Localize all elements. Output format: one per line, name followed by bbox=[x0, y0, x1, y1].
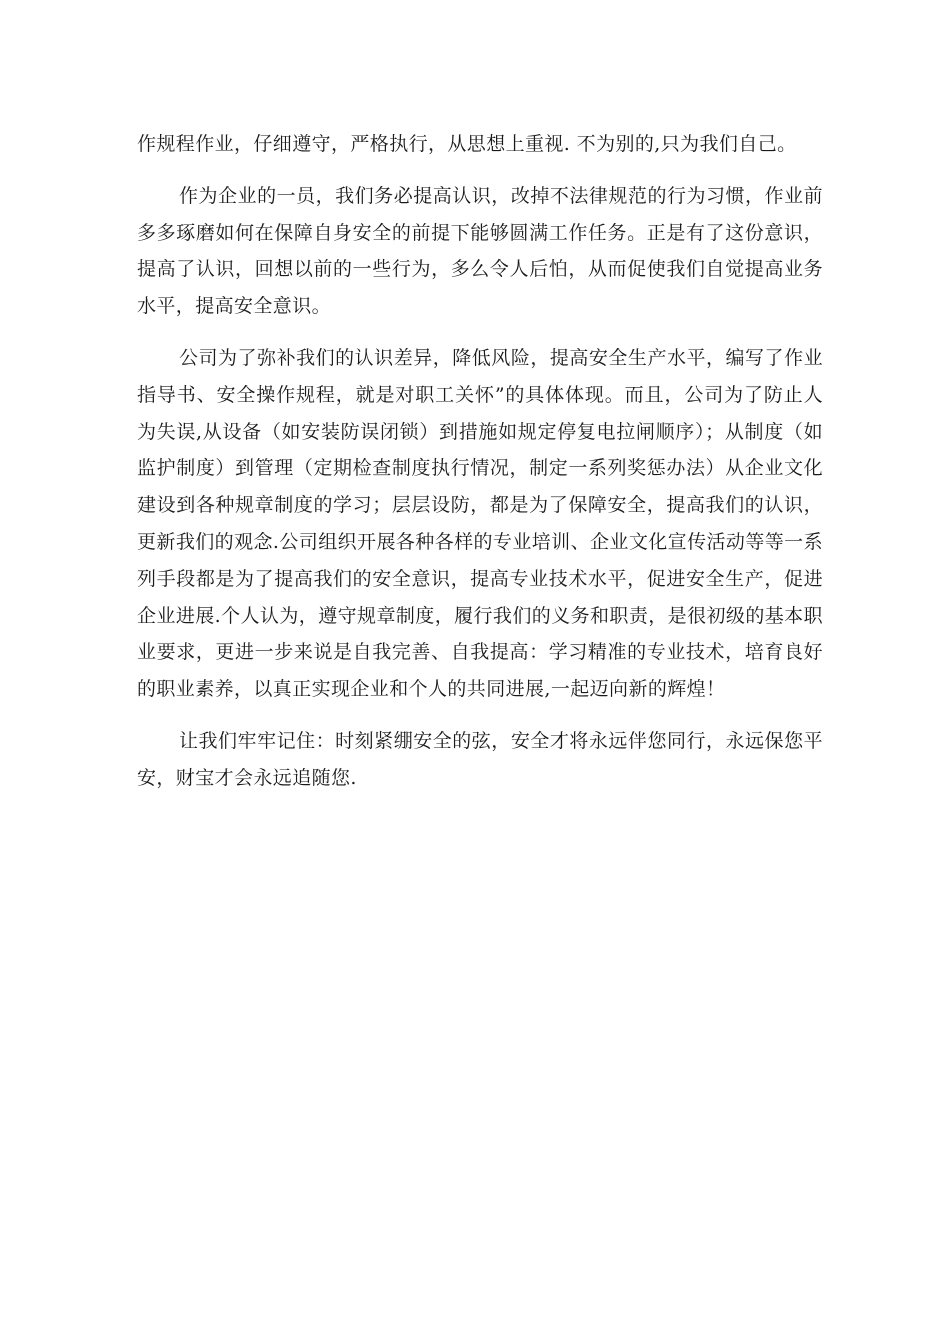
paragraph-line: 业要求，更进一步来说是自我完善、自我提高：学习精准的专业技术，培育良好 bbox=[137, 641, 823, 664]
paragraph-line: 安，财宝才会永远追随您. bbox=[137, 766, 357, 789]
paragraph-line: 作规程作业，仔细遵守，严格执行，从思想上重视. 不为别的,只为我们自己。 bbox=[137, 133, 797, 155]
paragraph-line: 多多琢磨如何在保障自身安全的前提下能够圆满工作任务。正是有了这份意识， bbox=[137, 221, 823, 244]
paragraph-line: 列手段都是为了提高我们的安全意识，提高专业技术水平，促进安全生产，促进 bbox=[137, 567, 823, 590]
paragraph-line: 水平，提高安全意识。 bbox=[137, 295, 332, 318]
document-body bbox=[137, 126, 823, 797]
paragraph-line: 更新我们的观念.公司组织开展各种各样的专业培训、企业文化宣传活动等等一系 bbox=[137, 530, 823, 553]
paragraph-line: 建设到各种规章制度的学习；层层设防，都是为了保障安全，提高我们的认识， bbox=[137, 494, 823, 517]
paragraph-1 bbox=[137, 126, 823, 163]
paragraph-3 bbox=[137, 340, 823, 708]
paragraph-line: 作为企业的一员，我们务必提高认识，改掉不法律规范的行为习惯，作业前 bbox=[179, 184, 823, 207]
paragraph-line: 企业进展.个人认为，遵守规章制度，履行我们的义务和职责，是很初级的基本职 bbox=[137, 604, 823, 627]
paragraph-line: 为失误,从设备（如安装防误闭锁）到措施如规定停复电拉闸顺序）；从制度（如 bbox=[137, 420, 823, 443]
paragraph-2 bbox=[137, 178, 823, 325]
paragraph-line: 监护制度）到管理（定期检查制度执行情况，制定一系列奖惩办法）从企业文化 bbox=[137, 457, 823, 480]
paragraph-line: 的职业素养，以真正实现企业和个人的共同进展,一起迈向新的辉煌！ bbox=[137, 678, 726, 701]
paragraph-line: 公司为了弥补我们的认识差异，降低风险，提高安全生产水平，编写了作业 bbox=[179, 346, 823, 369]
paragraph-4 bbox=[137, 723, 823, 797]
paragraph-line: 提高了认识，回想以前的一些行为，多么令人后怕，从而促使我们自觉提高业务 bbox=[137, 258, 823, 281]
paragraph-line: 让我们牢牢记住：时刻紧绷安全的弦，安全才将永远伴您同行，永远保您平 bbox=[179, 729, 823, 752]
paragraph-line: 指导书、安全操作规程，就是对职工关怀”的具体体现。而且，公司为了防止人 bbox=[137, 383, 823, 406]
